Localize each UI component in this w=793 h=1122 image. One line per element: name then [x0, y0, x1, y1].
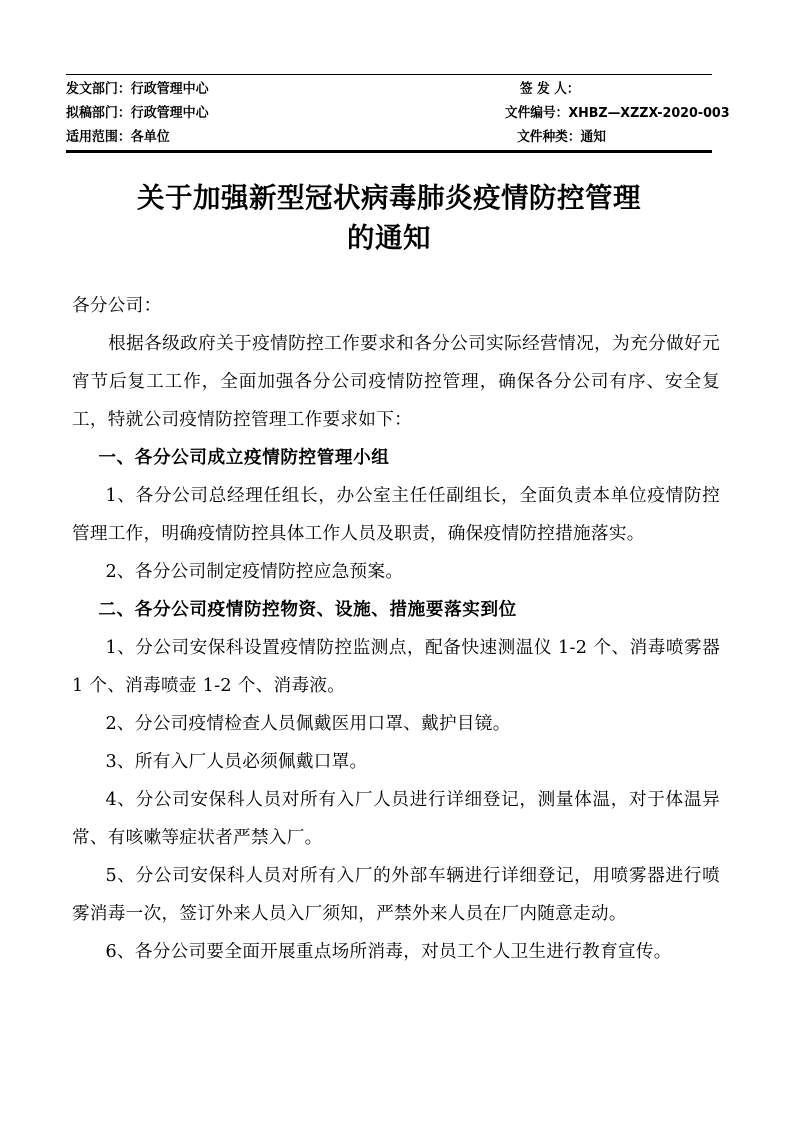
header-row-scope — [66, 125, 712, 149]
header-row-issuing-department — [66, 77, 712, 101]
document-header-table — [66, 74, 730, 153]
section-1-heading: 一、各分公司成立疫情防控管理小组 — [98, 447, 390, 468]
signer-label: 签 发 人： — [519, 81, 580, 97]
section-2-heading: 二、各分公司疫情防控物资、设施、措施要落实到位 — [98, 599, 517, 620]
section-2-item-2: 2、分公司疫情检查人员佩戴医用口罩、戴护目镜。 — [105, 714, 511, 734]
applicable-scope-label: 适用范围：各单位 — [66, 129, 170, 145]
header-row-drafting-department — [66, 101, 730, 125]
section-2-item-6: 6、各分公司要全面开展重点场所消毒，对员工个人卫生进行教育宣传。 — [105, 942, 672, 962]
salutation: 各分公司： — [72, 296, 162, 316]
section-2-item-5: 5、分公司安保科人员对所有入厂的外部车辆进行详细登记，用喷雾器进行喷雾消毒一次，签订外来人员入厂须知，严禁外来人员在厂内随意走动。 — [72, 866, 720, 924]
section-2-item-1: 1、分公司安保科设置疫情防控监测点，配备快速测温仪 1-2 个、消毒喷雾器 1 个、消毒喷壶 1-2 个、消毒液。 — [72, 638, 720, 696]
section-1-item-2: 2、各分公司制定疫情防控应急预案。 — [105, 562, 404, 582]
document-type-label: 文件种类：通知 — [517, 129, 606, 145]
intro-paragraph: 根据各级政府关于疫情防控工作要求和各分公司实际经营情况，为充分做好元宵节后复工工作，全面加强各分公司疫情防控管理，确保各分公司有序、安全复工，特就公司疫情防控管理工作要求如下： — [72, 334, 720, 430]
section-1-item-1: 1、各分公司总经理任组长，办公室主任任副组长，全面负责本单位疫情防控管理工作，明确疫情防控具体工作人员及职责，确保疫情防控措施落实。 — [72, 486, 720, 544]
document-title-line-1: 关于加强新型冠状病毒肺炎疫情防控管理 — [137, 182, 641, 214]
section-2-item-3: 3、所有入厂人员必须佩戴口罩。 — [105, 752, 368, 772]
document-title — [66, 178, 712, 258]
document-number-label: 文件编号：XHBZ—XZZX-2020-003 — [504, 105, 730, 121]
issuing-department-label: 发文部门：行政管理中心 — [66, 81, 209, 97]
document-title-line-2: 的通知 — [347, 222, 431, 254]
drafting-department-label: 拟稿部门：行政管理中心 — [66, 105, 209, 121]
document-body — [72, 287, 720, 971]
section-2-item-4: 4、分公司安保科人员对所有入厂人员进行详细登记，测量体温，对于体温异常、有咳嗽等症状者严禁入厂。 — [72, 790, 720, 848]
